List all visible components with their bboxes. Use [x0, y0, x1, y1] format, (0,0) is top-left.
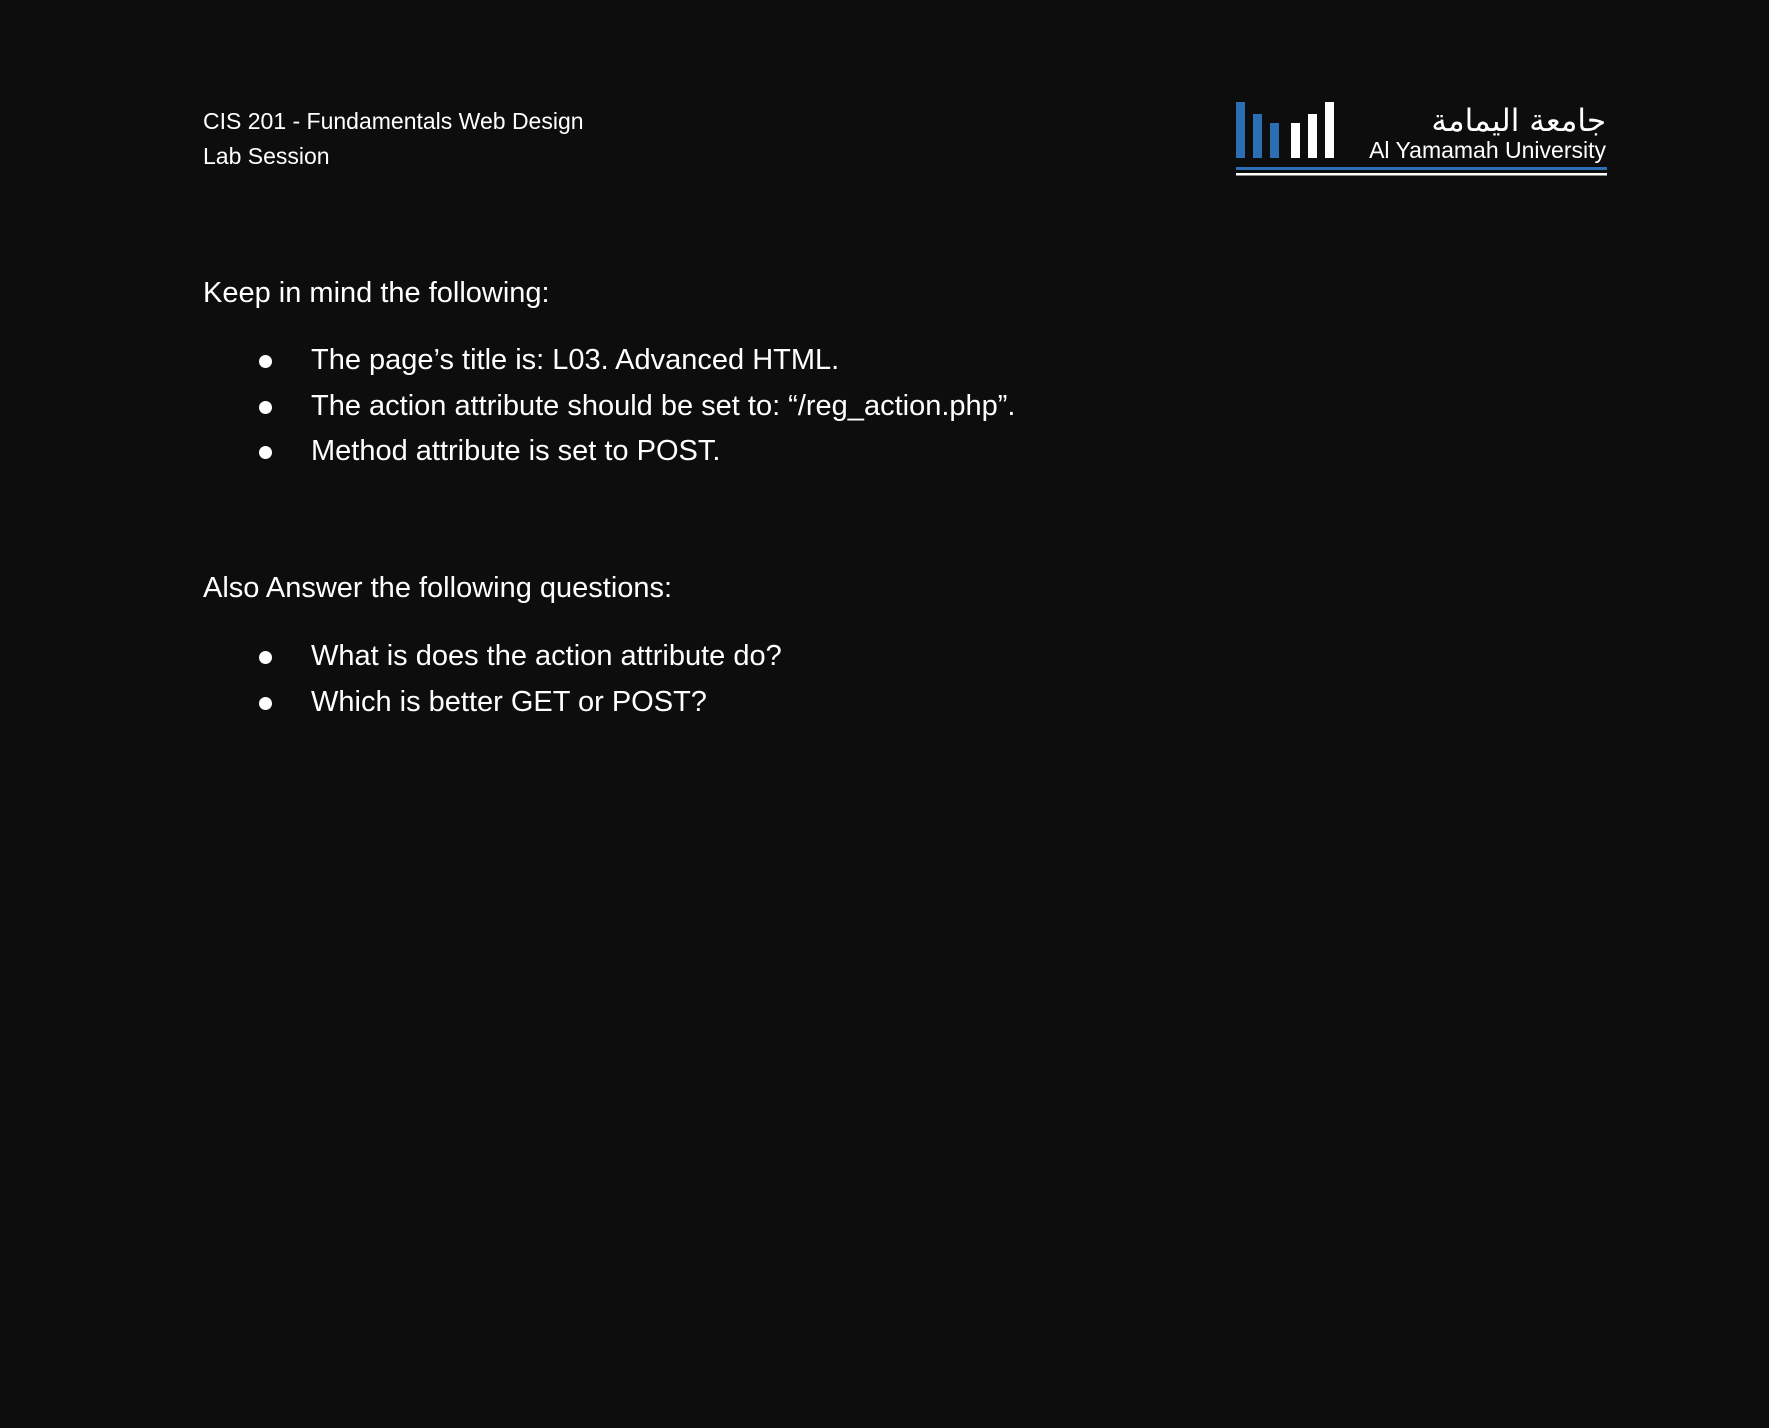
logo-bar-1 — [1236, 102, 1245, 158]
list-item-text: What is does the action attribute do? — [311, 640, 782, 672]
list-item — [203, 384, 1015, 430]
bullet-icon — [259, 697, 272, 710]
slide-header — [203, 104, 584, 174]
course-title: CIS 201 - Fundamentals Web Design — [203, 108, 584, 134]
logo-bar-3 — [1270, 123, 1279, 158]
logo-english-name: Al Yamamah University — [1369, 137, 1606, 163]
university-logo — [1236, 100, 1608, 178]
keep-in-mind-heading: Keep in mind the following: — [203, 277, 550, 309]
logo-bar-6 — [1325, 102, 1334, 158]
keep-in-mind-section — [203, 273, 1015, 475]
bullet-icon — [259, 355, 272, 368]
list-item — [203, 429, 1015, 475]
session-label: Lab Session — [203, 143, 330, 169]
list-item-text: The action attribute should be set to: “/reg_action.php”. — [311, 389, 1016, 422]
bullet-icon — [259, 651, 272, 664]
questions-heading: Also Answer the following questions: — [203, 572, 673, 604]
list-item — [203, 338, 1015, 384]
bullet-icon — [259, 401, 272, 414]
keep-in-mind-list — [203, 338, 1015, 475]
bullet-icon — [259, 446, 272, 459]
questions-section — [203, 568, 782, 725]
list-item-text: Method attribute is set to POST. — [311, 435, 721, 467]
logo-bar-4 — [1291, 123, 1300, 158]
logo-rule-blue — [1236, 167, 1607, 170]
list-item-text: Which is better GET or POST? — [311, 685, 707, 718]
questions-list — [203, 634, 782, 725]
list-item — [203, 680, 782, 726]
logo-bar-5 — [1308, 114, 1317, 158]
logo-arabic-name: جامعة اليمامة — [1431, 103, 1606, 139]
logo-bar-2 — [1253, 114, 1262, 158]
list-item-text: The page’s title is: L03. Advanced HTML. — [311, 344, 840, 376]
list-item — [203, 634, 782, 680]
logo-rule-white — [1236, 173, 1607, 176]
